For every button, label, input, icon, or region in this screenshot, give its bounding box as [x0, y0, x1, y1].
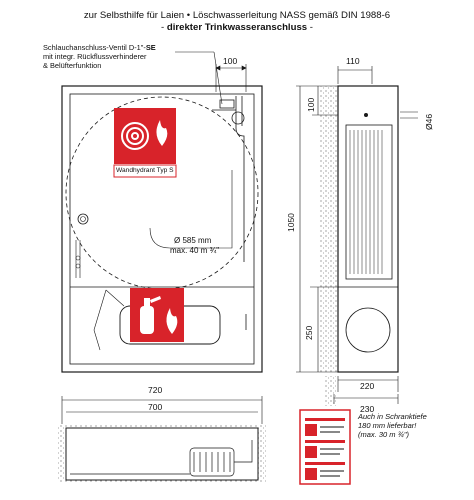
pipe-entry: [364, 113, 368, 117]
dim-extinguisher-height: 250: [304, 325, 314, 340]
dim-total-height: 1050: [286, 213, 296, 232]
extinguisher-side: [346, 308, 390, 352]
header-line-1: zur Selbsthilfe für Laien • Löschwasserleitung NASS gemäß DIN 1988-6: [83, 10, 391, 21]
hose-length-label: max. 40 m ¾": [170, 246, 220, 255]
header-line-2: - direkter Trinkwasseranschluss -: [161, 22, 313, 33]
dim-inner-depth: 220: [360, 381, 375, 391]
dim-valve-height: 100: [306, 97, 316, 112]
door-lock: [78, 214, 88, 224]
hydrant-sign-label: Wandhydrant Typ S: [116, 167, 174, 174]
side-view: [296, 66, 418, 406]
dim-inner-width: 700: [148, 402, 163, 412]
dim-outer-depth: 230: [360, 404, 375, 414]
dim-pipe-diameter: Ø46: [424, 113, 434, 130]
valve-callout: Schlauchanschluss-Ventil D-1"-SE mit integr. Rückflussverhinderer & Belüfterfunktion: [43, 43, 156, 70]
info-poster-icon: [300, 410, 350, 484]
hose-reel-side: [346, 125, 392, 279]
dim-valve-offset: 100: [223, 56, 238, 66]
dim-outer-width: 720: [148, 385, 163, 395]
extinguisher-sign: [130, 288, 184, 342]
side-note: Auch in Schranktiefe 180 mm lieferbar! (max. 30 m ¾"): [358, 412, 427, 439]
reel-diameter-label: Ø 585 mm: [174, 236, 212, 245]
dim-depth-top: 110: [346, 56, 360, 66]
